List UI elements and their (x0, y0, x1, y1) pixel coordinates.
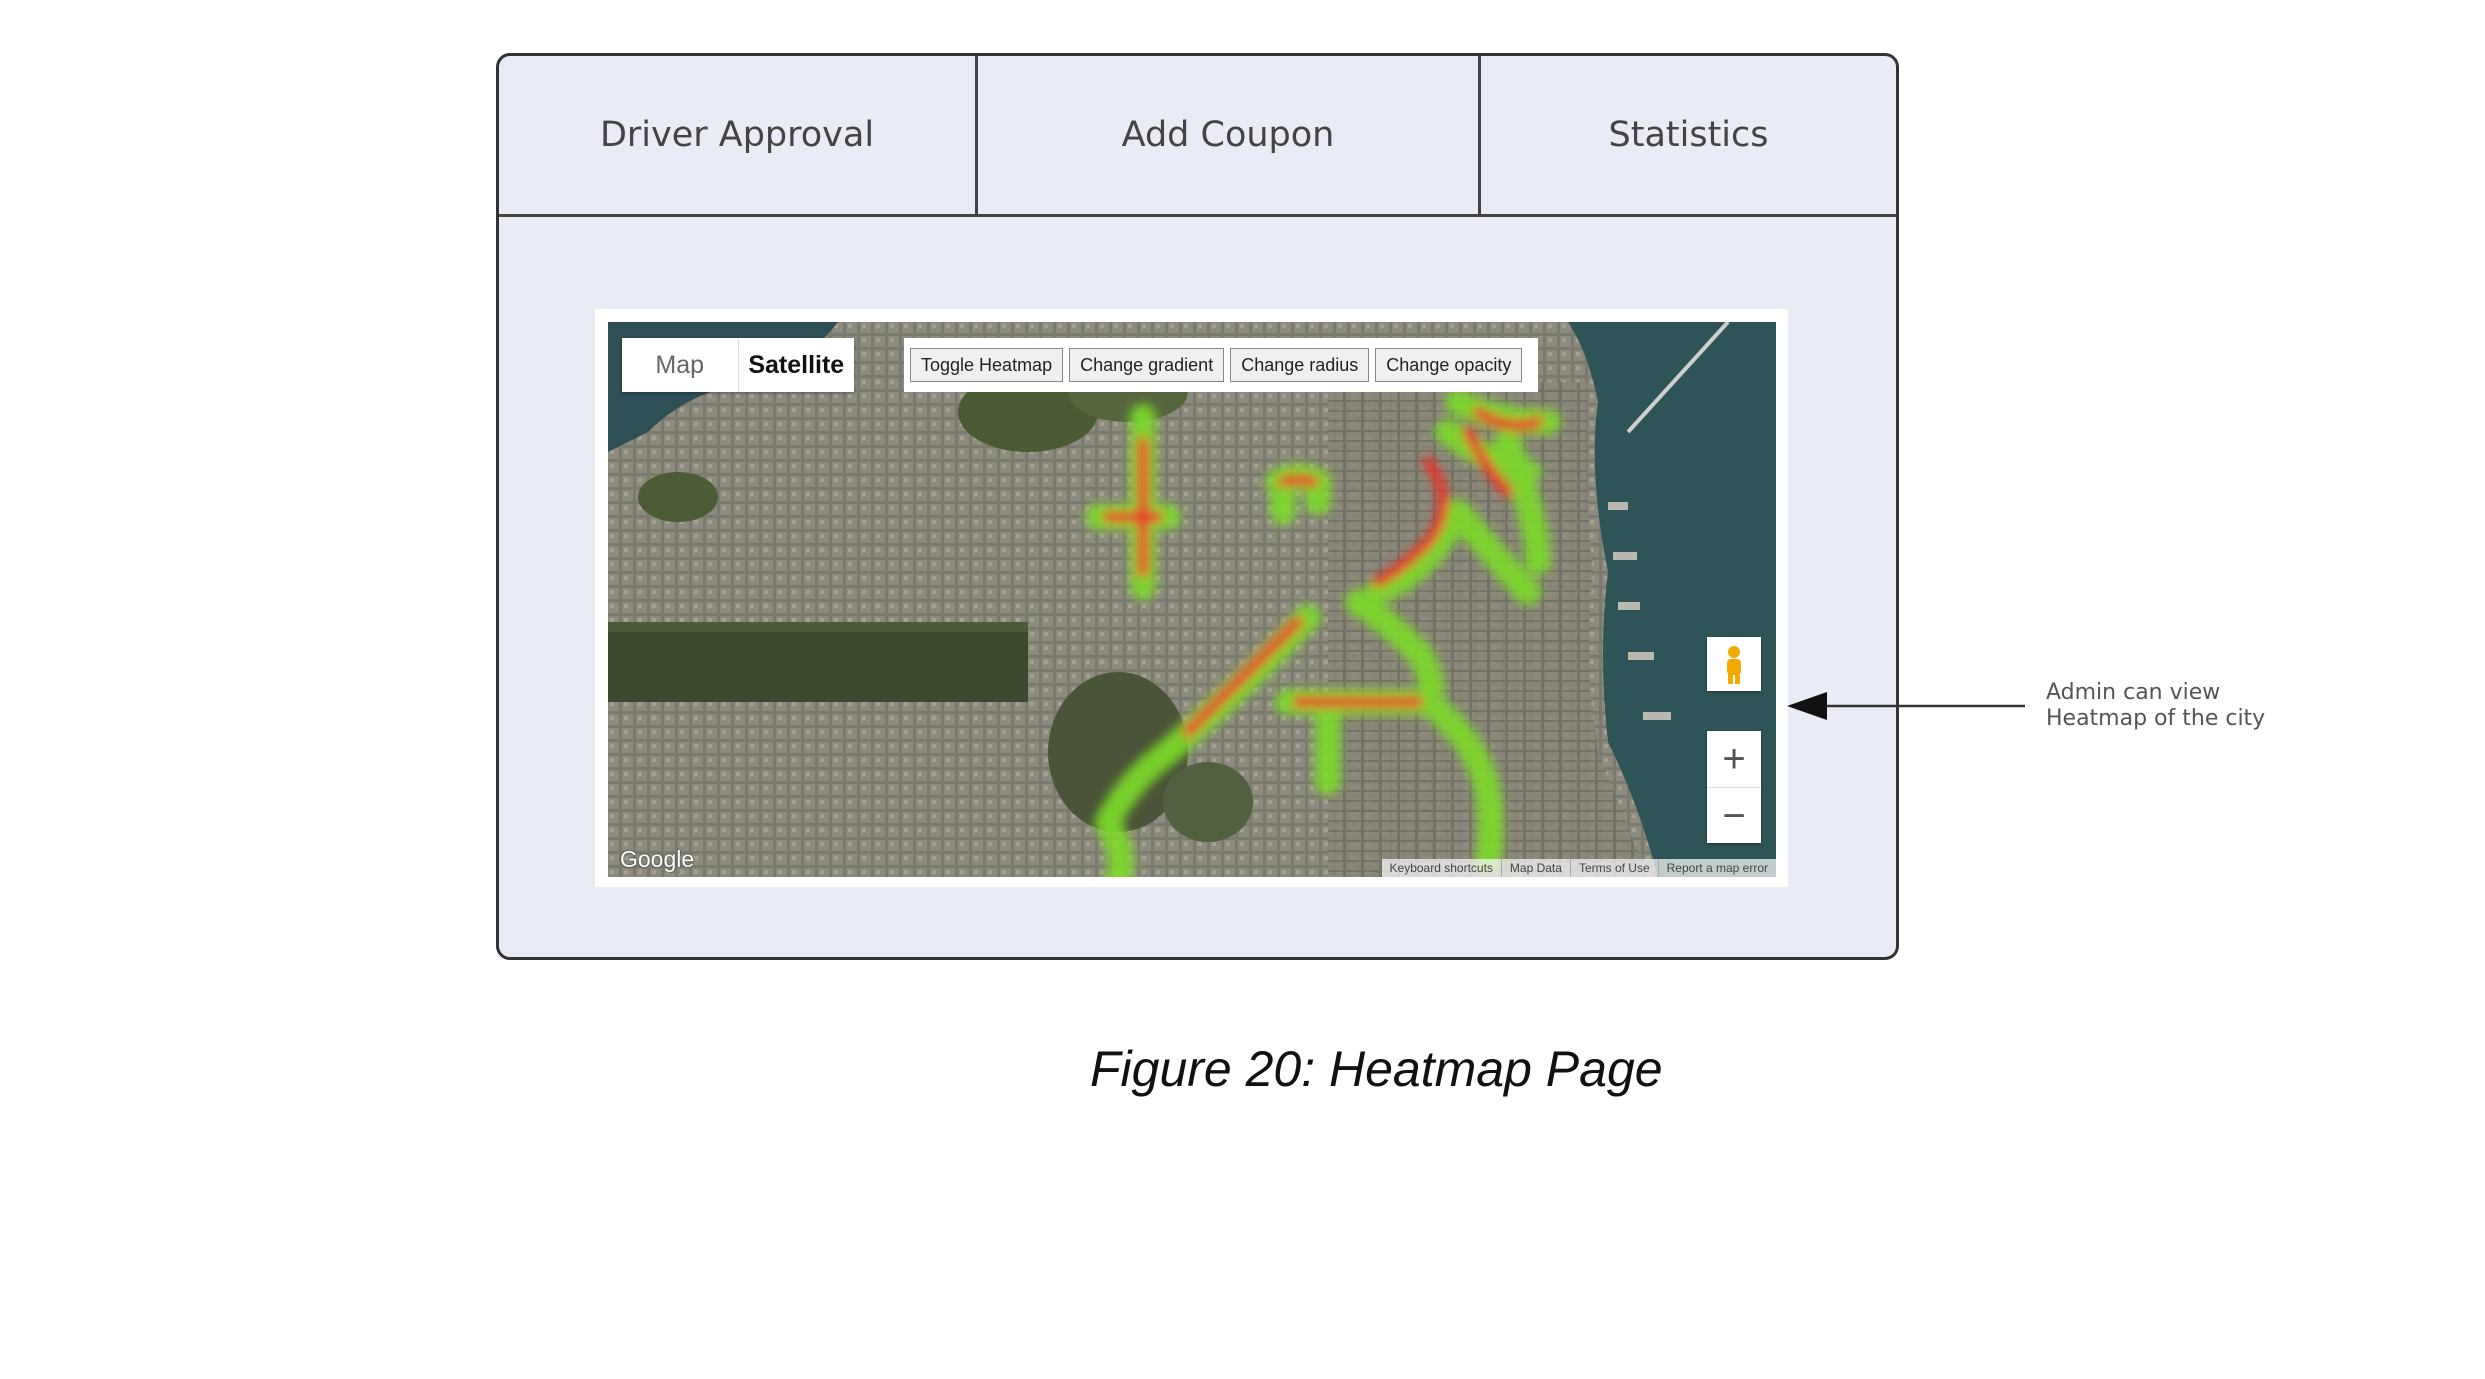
keyboard-shortcuts-link[interactable]: Keyboard shortcuts (1389, 861, 1493, 875)
map-type-control (622, 338, 854, 392)
map-attribution (1382, 859, 1776, 877)
toggle-heatmap-button[interactable]: Toggle Heatmap (910, 348, 1063, 382)
tab-bar (499, 56, 1896, 217)
change-opacity-button[interactable]: Change opacity (1375, 348, 1522, 382)
change-gradient-button[interactable]: Change gradient (1069, 348, 1224, 382)
terms-of-use-link[interactable]: Terms of Use (1570, 859, 1658, 877)
tab-statistics[interactable]: Statistics (1608, 115, 1769, 155)
app-frame (496, 53, 1899, 960)
satellite-imagery (608, 322, 1776, 877)
annotation-note (2046, 680, 2265, 732)
tab-add-coupon[interactable]: Add Coupon (978, 56, 1481, 214)
zoom-in-icon[interactable]: + (1707, 731, 1761, 788)
zoom-control (1707, 731, 1761, 843)
tab-driver-approval[interactable]: Driver Approval (499, 56, 978, 214)
annotation-line-2: Heatmap of the city (2046, 706, 2266, 731)
change-radius-button[interactable]: Change radius (1230, 348, 1369, 382)
figure-caption: Figure 20: Heatmap Page (1090, 1041, 1663, 1097)
heatmap-controls (904, 338, 1538, 392)
map-type-satellite-button[interactable]: Satellite (748, 350, 845, 379)
heatmap-map[interactable] (608, 322, 1776, 877)
annotation-arrow-icon (1785, 686, 2035, 726)
map-data-link[interactable]: Map Data (1501, 859, 1570, 877)
heatmap-container (595, 309, 1788, 887)
map-type-map-button[interactable]: Map (622, 338, 739, 392)
report-map-error-link[interactable]: Report a map error (1658, 859, 1776, 877)
pegman-icon[interactable] (1707, 637, 1761, 691)
google-logo: Google (620, 846, 695, 872)
annotation-line-1: Admin can view (2046, 680, 2221, 705)
zoom-out-icon[interactable]: − (1722, 793, 1746, 838)
